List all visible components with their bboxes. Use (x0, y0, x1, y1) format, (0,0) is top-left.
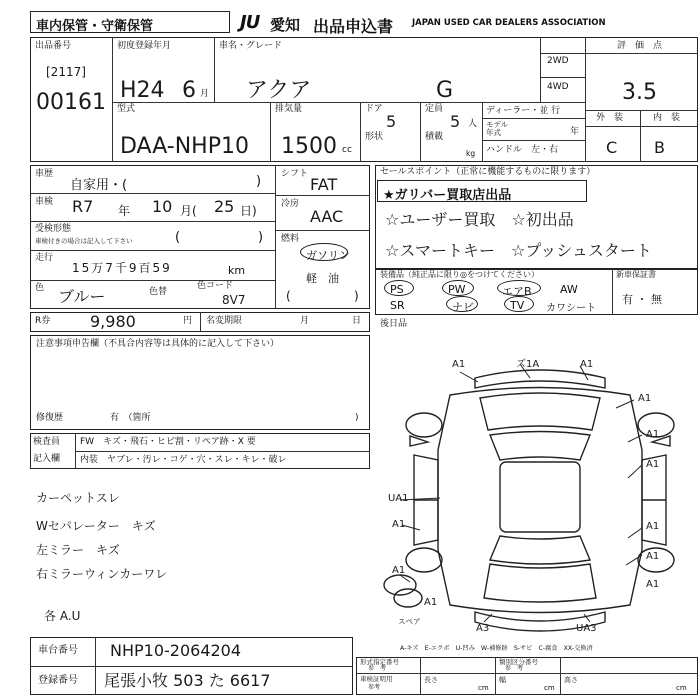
damage-label-12: A1 (646, 579, 660, 590)
recycle-fee: 9,980 (90, 312, 136, 331)
equip-navi: ナビ (452, 301, 474, 314)
mileage: 15万7千9百59 (72, 261, 172, 275)
body-shape-label: 形状 (365, 132, 384, 142)
sales-point-line-2: ☆スマートキー ☆プッシュスタート (385, 241, 652, 260)
registration-month: 6 (182, 78, 196, 103)
repair-history-label: 修復歴 (36, 413, 64, 423)
inspector-note-1: カーペットスレ (36, 491, 120, 505)
damage-label-9: A1 (646, 521, 660, 532)
logo-region: 愛知 (270, 16, 301, 34)
damage-label-4: A1 (638, 393, 652, 404)
damage-label-10: A1 (646, 551, 660, 562)
equip-airbag: エアB (502, 285, 532, 298)
first-registration-label: 初度登録年月 (117, 41, 172, 51)
car-grade: G (436, 78, 454, 103)
equip-leather: カワシート (546, 303, 596, 314)
recycle-label: R券 (35, 316, 51, 326)
car-name: アクア (246, 78, 312, 103)
name-change-label: 名変期限 (206, 316, 243, 326)
warranty-value: 有 ・ 無 (622, 293, 662, 306)
storage-label: 車内保管・守衛保管 (36, 19, 154, 34)
capacity: 5 (450, 112, 461, 131)
circle-navi (446, 296, 478, 312)
inspector-entry-label: 記入欄 (33, 454, 61, 464)
interior-grade: B (654, 138, 665, 157)
sales-point-line-1: ☆ユーザー買取 ☆初出品 (385, 210, 574, 229)
damage-label-14: UA3 (576, 623, 597, 634)
vehicle-history: 自家用・( (70, 178, 128, 193)
damage-label-13: A3 (476, 623, 490, 634)
damage-label-8: A1 (392, 519, 406, 530)
equip-tv: TV (510, 299, 525, 312)
inspection-era: R7 (72, 197, 94, 216)
inspector-note-5: 各 A.U (44, 609, 81, 623)
ref-class-label: 類別区分番号 (499, 658, 538, 666)
circle-ps (384, 280, 414, 296)
ref-form-label: 形式指定番号 (360, 658, 399, 666)
inspection-day: 25 (214, 197, 235, 216)
body-color: ブルー (58, 287, 106, 306)
color-label: 色 (35, 283, 45, 293)
warranty-label: 新車保証書 (616, 270, 656, 279)
association-name: JAPAN USED CAR DEALERS ASSOCIATION (412, 18, 606, 28)
document-title: 出品申込書 (313, 17, 394, 36)
receive-type-label: 受検形態 (35, 224, 72, 234)
circle-tv (504, 296, 534, 312)
score-label: 評 価 点 (617, 41, 663, 51)
evaluation-score: 3.5 (622, 80, 657, 105)
circle-pw (442, 280, 474, 296)
inspection-label: 車検 (35, 197, 54, 207)
inspector-note-4: 右ミラーウィンカーワレ (36, 567, 168, 581)
notes-frame (30, 335, 370, 430)
fuel-label: 燃料 (281, 234, 300, 244)
height-label: 高さ (564, 676, 578, 684)
color-change-label: 色替 (149, 287, 168, 297)
displacement-label: 排気量 (275, 104, 303, 114)
car-name-label: 車名・グレード (219, 41, 283, 51)
displacement: 1500 (281, 134, 337, 159)
spare-label: スペア (398, 617, 421, 626)
drive-4wd: 4WD (547, 82, 569, 92)
inspection-month: 10 (152, 197, 173, 216)
equipment-label: 装備品（純正品に限り◎をつけてください） (380, 270, 539, 279)
inspector-line-2: 内装 ヤブレ・汚レ・コゲ・穴・スレ・キレ・破レ (80, 455, 287, 465)
lot-number: 00161 (36, 90, 106, 115)
equip-sr: SR (390, 299, 405, 312)
damage-legend: A-キズ E-エクボ U-凹み W-補修跡 S-サビ C-腐食 XX-交換済 (400, 645, 593, 652)
length-label: 長さ (424, 676, 438, 684)
shift-type: FAT (310, 175, 338, 194)
inspector-label: 検査員 (33, 437, 61, 447)
damage-label-1: A1 (452, 359, 466, 370)
ju-logo: JU (240, 12, 260, 33)
dealer-label: ディーラー・並 行 (486, 106, 561, 116)
doors-label: ドア (365, 104, 383, 114)
model-year-label: モデル 年式 (486, 120, 509, 138)
equip-ps: PS (390, 283, 404, 296)
cooler-label: 冷房 (281, 199, 300, 209)
equip-pw: PW (448, 283, 466, 296)
damage-label-2: ズ1A (516, 359, 540, 370)
damage-label-3: A1 (580, 359, 594, 370)
capacity-label: 定員 (425, 104, 444, 114)
damage-label-7: UA1 (388, 493, 409, 504)
interior-label: 内 装 (653, 113, 681, 123)
history-label: 車歴 (35, 169, 54, 179)
damage-label-11: A1 (392, 565, 406, 576)
exterior-grade: C (606, 138, 618, 157)
chassis-number-label: 車台番号 (38, 645, 78, 656)
inspector-note-2: Wセパレーター キズ (36, 519, 156, 533)
repair-history-value: 有 （箇所 (110, 413, 151, 423)
circle-airbag (497, 280, 541, 296)
model-code: DAA-NHP10 (120, 134, 249, 159)
shift-label: シフト (281, 169, 309, 179)
lot-number-label: 出品番号 (35, 41, 72, 51)
chassis-number: NHP10-2064204 (110, 641, 242, 660)
aftermarket-label: 後日品 (380, 319, 408, 329)
registration-year: H24 (120, 78, 165, 103)
fuel-diesel: 軽 油 (306, 272, 339, 285)
fuel-gasoline: ガソリン (306, 249, 350, 262)
damage-label-5: A1 (646, 429, 660, 440)
doors: 5 (386, 112, 397, 131)
plate-number-label: 登録番号 (38, 675, 78, 686)
damage-label-15: A1 (424, 597, 438, 608)
exterior-label: 外 装 (596, 113, 624, 123)
sales-point-label: セールスポイント（正常に機能するものに限ります） (380, 167, 596, 177)
steering-label: ハンドル 左・右 (486, 145, 559, 155)
load-label: 積載 (425, 132, 444, 142)
cooler-type: AAC (310, 207, 344, 226)
width-label: 幅 (499, 676, 506, 684)
lot-bracket: [2117] (46, 65, 86, 79)
mileage-label: 走行 (35, 253, 54, 263)
drive-2wd: 2WD (547, 56, 569, 66)
gulliver-badge: ★ガリバー買取店出品 (383, 188, 512, 203)
inspector-note-3: 左ミラー キズ (36, 543, 120, 557)
damage-label-6: A1 (646, 459, 660, 470)
model-code-label: 型式 (117, 104, 136, 114)
color-code-label: 色コード (197, 281, 234, 291)
cert-label: 車検証明用 (360, 675, 393, 683)
color-code: 8V7 (222, 293, 246, 307)
equip-aw: AW (560, 283, 578, 296)
plate-number: 尾張小牧 503 た 6617 (104, 671, 271, 690)
notes-label: 注意事項申告欄（不具合内容等は具体的に記入して下さい） (36, 339, 280, 349)
inspector-line-1: FW キズ・飛石・ヒビ割・リペア跡・X 要 (80, 437, 256, 447)
